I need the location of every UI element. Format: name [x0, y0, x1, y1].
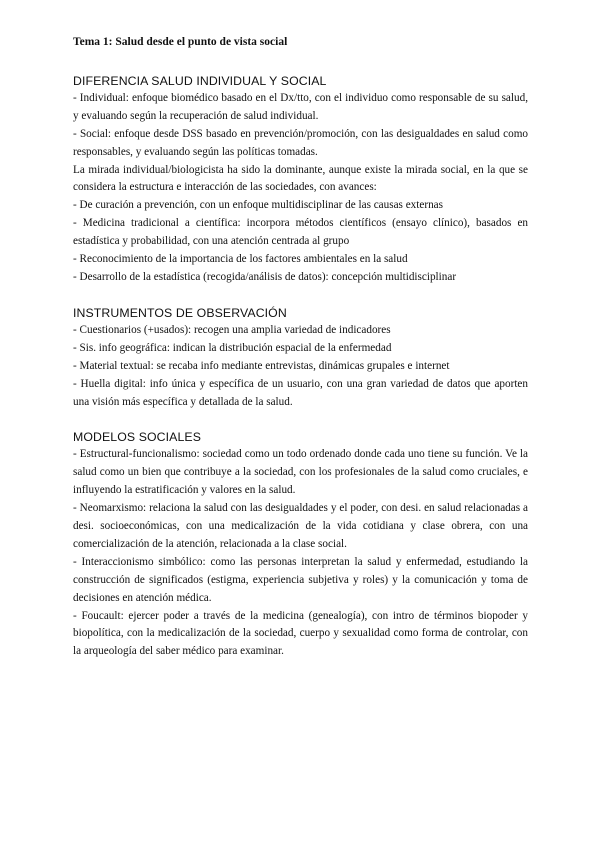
paragraph: - Medicina tradicional a científica: incorpora métodos científicos (ensayo clínico), basados en estadística y probabilidad, con una atención centrada al grupo: [73, 217, 528, 248]
paragraph: - Reconocimiento de la importancia de los factores ambientales en la salud: [73, 253, 408, 266]
paragraph: - Interaccionismo simbólico: como las personas interpretan la salud y enfermedad, estudiando la construcción de significados (estigma, experiencia subjetiva y roles) y la comunicación y toma de decisiones en atención médica.: [73, 555, 528, 604]
paragraph: - Huella digital: info única y específica de un usuario, con una gran variedad de datos que aporten una visión más específica y detallada de la salud.: [73, 377, 528, 408]
section-instrumentos-observacion: [73, 304, 528, 412]
paragraph: - Estructural-funcionalismo: sociedad como un todo ordenado donde cada uno tiene su función. Ve la salud como un bien que contribuye a la sociedad, con los profesionales de la salud como cruciales, e influyendo la estratificación y valores en la salud.: [73, 448, 528, 497]
section-modelos-sociales: [73, 428, 528, 661]
paragraph: - Neomarxismo: relaciona la salud con las desigualdades y el poder, con desi. en salud relacionadas a desi. socioeconómicas, con una medicalización de la vida cotidiana y clase obrera, con una comercialización de la atención, relacionada a la clase social.: [73, 502, 528, 550]
paragraph: - Individual: enfoque biomédico basado en el Dx/tto, con el individuo como responsable de su salud, y evaluando según la recuperación de salud individual.: [73, 91, 528, 122]
section-heading: INSTRUMENTOS DE OBSERVACIÓN: [73, 305, 287, 320]
document-page: [73, 34, 528, 678]
paragraph: La mirada individual/biologicista ha sido la dominante, aunque existe la mirada social, en la que se considera la estructura e interacción de las sociedades, con avances:: [73, 163, 528, 194]
paragraph: - Desarrollo de la estadística (recogida/análisis de datos): concepción multidisciplinar: [73, 270, 457, 283]
section-diferencia-salud: [73, 72, 528, 287]
paragraph: - De curación a prevención, con un enfoque multidisciplinar de las causas externas: [73, 199, 443, 212]
document-title: Tema 1: Salud desde el punto de vista social: [73, 36, 288, 48]
paragraph: - Material textual: se recaba info mediante entrevistas, dinámicas grupales e internet: [73, 359, 450, 372]
paragraph: - Social: enfoque desde DSS basado en prevención/promoción, con las desigualdades en salud como responsables, y evaluando según las políticas tomadas.: [73, 127, 528, 158]
section-heading: DIFERENCIA SALUD INDIVIDUAL Y SOCIAL: [73, 73, 327, 88]
paragraph: - Foucault: ejercer poder a través de la medicina (genealogía), con intro de términos biopoder y biopolítica, con la medicalización de la sociedad, cuerpo y sexualidad como forma de controlar, con la arqueología del saber médico para examinar.: [73, 609, 528, 658]
section-heading: MODELOS SOCIALES: [73, 430, 202, 445]
paragraph: - Cuestionarios (+usados): recogen una amplia variedad de indicadores: [73, 323, 391, 336]
paragraph: - Sis. info geográfica: indican la distribución espacial de la enfermedad: [73, 341, 392, 354]
